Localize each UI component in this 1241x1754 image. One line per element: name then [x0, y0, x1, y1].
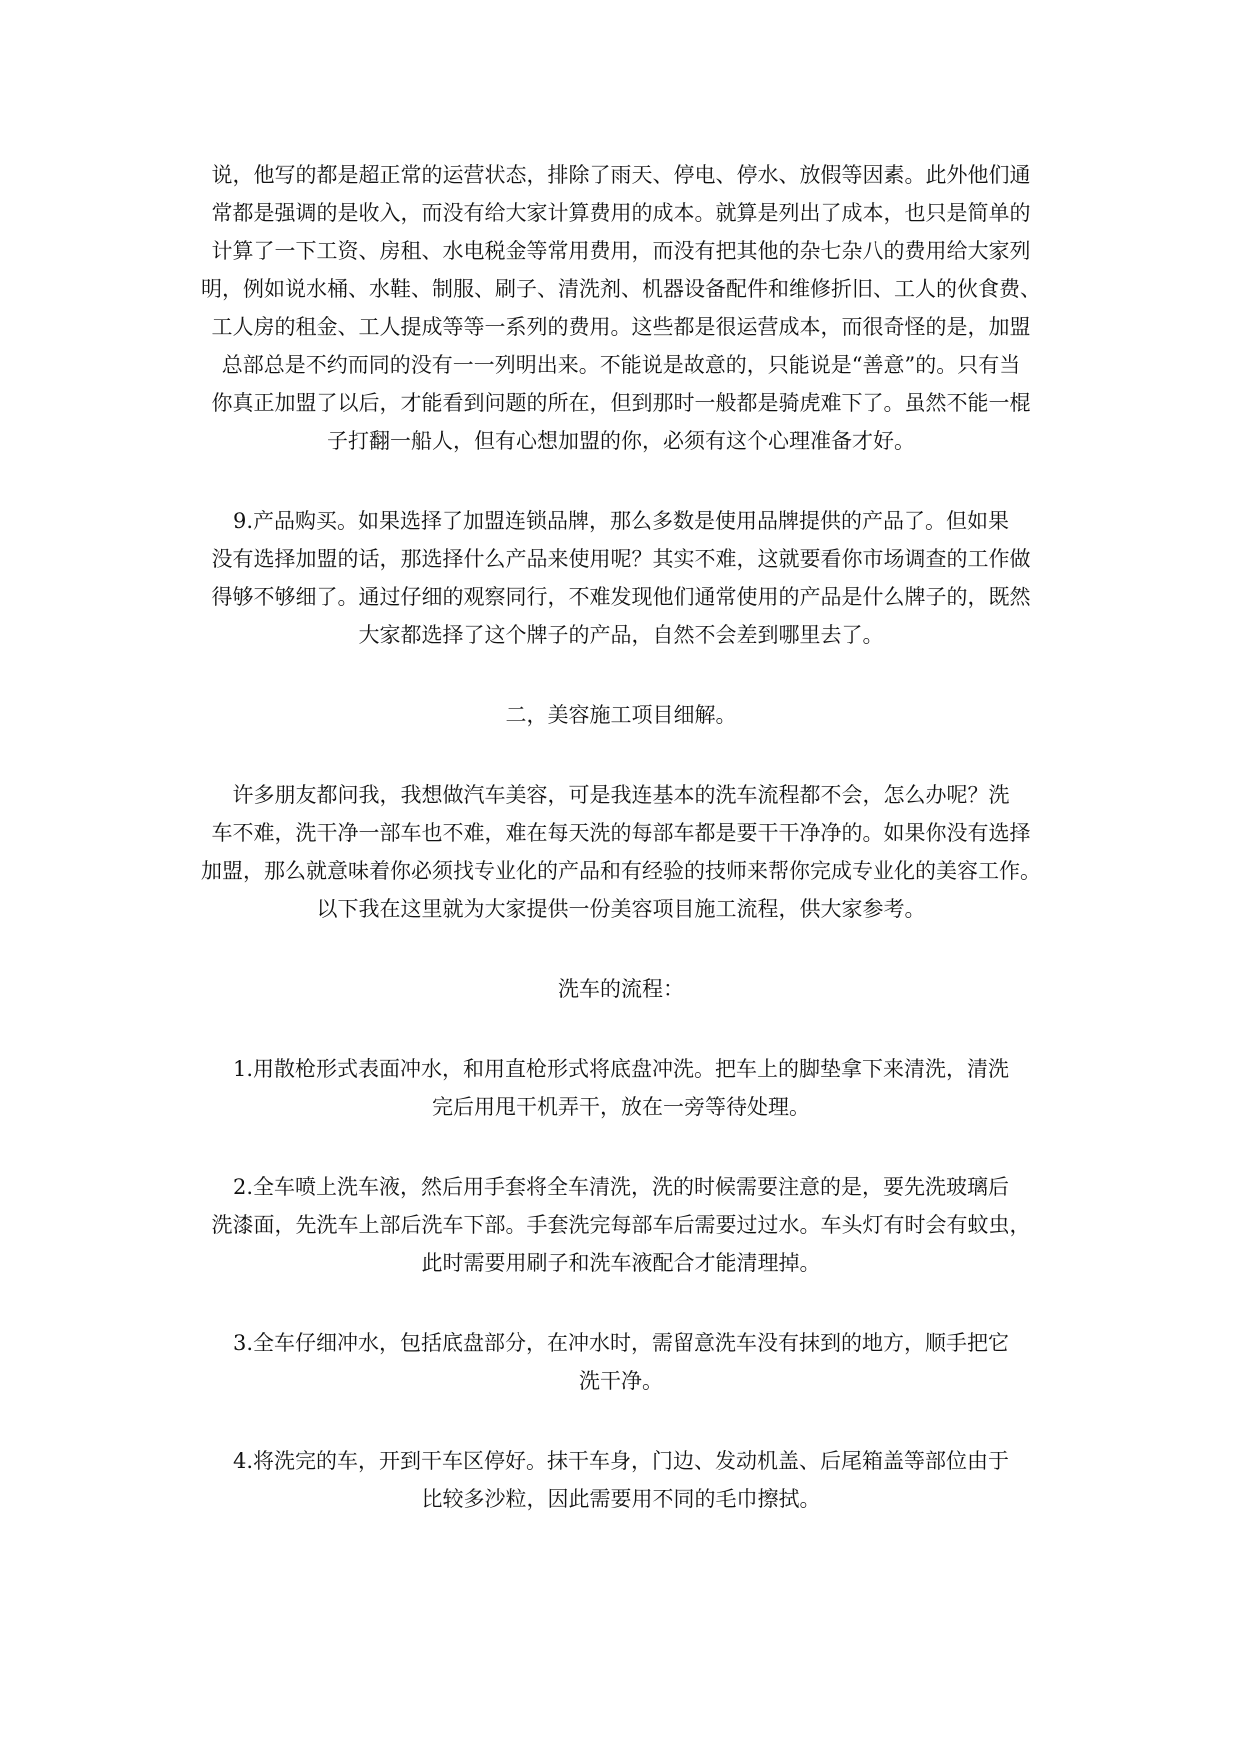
paragraph-intro-car-wash [192, 776, 1050, 928]
text-line: 加盟，那么就意味着你必须找专业化的产品和有经验的技师来帮你完成专业化的美容工作。 [201, 859, 1041, 883]
paragraph-spacer [192, 460, 1050, 502]
text-line: 完后用甩干机弄干，放在一旁等待处理。 [432, 1095, 810, 1119]
text-line: 说，他写的都是超正常的运营状态，排除了雨天、停电、停水、放假等因素。此外他们通 [211, 163, 1031, 187]
text-line: 子打翻一船人，但有心想加盟的你，必须有这个心理准备才好。 [327, 429, 915, 453]
text-line: 比较多沙粒，因此需要用不同的毛巾擦拭。 [421, 1487, 821, 1511]
paragraph-spacer [192, 1126, 1050, 1168]
step-3 [192, 1324, 1050, 1400]
step-2 [192, 1168, 1050, 1282]
text-line: 此时需要用刷子和洗车液配合才能清理掉。 [421, 1251, 821, 1275]
paragraph-franchise-costs [192, 156, 1050, 460]
paragraph-spacer [192, 1400, 1050, 1442]
paragraph-spacer [192, 928, 1050, 970]
text-line: 许多朋友都问我，我想做汽车美容，可是我连基本的洗车流程都不会，怎么办呢？洗 [232, 783, 1010, 807]
subsection-heading [192, 970, 1050, 1008]
text-line: 明，例如说水桶、水鞋、制服、刷子、清洗剂、机器设备配件和维修折旧、工人的伙食费、 [201, 277, 1041, 301]
section-heading [192, 696, 1050, 734]
paragraph-spacer [192, 734, 1050, 776]
text-line: 工人房的租金、工人提成等等一系列的费用。这些都是很运营成本，而很奇怪的是，加盟 [211, 315, 1031, 339]
text-line: 以下我在这里就为大家提供一份美容项目施工流程，供大家参考。 [316, 897, 926, 921]
text-line: 1.用散枪形式表面冲水，和用直枪形式将底盘冲洗。把车上的脚垫拿下来清洗，清洗 [232, 1057, 1010, 1081]
text-line: 车不难，洗干净一部车也不难，难在每天洗的每部车都是要干干净净的。如果你没有选择 [211, 821, 1031, 845]
text-line: 总部总是不约而同的没有一一列明出来。不能说是故意的，只能说是“善意”的。只有当 [221, 353, 1021, 377]
text-line: 2.全车喷上洗车液，然后用手套将全车清洗，洗的时候需要注意的是，要先洗玻璃后 [232, 1175, 1010, 1199]
document-body [192, 156, 1050, 1518]
text-line: 4.将洗完的车，开到干车区停好。抹干车身，门边、发动机盖、后尾箱盖等部位由于 [232, 1449, 1010, 1473]
text-line: 常都是强调的是收入，而没有给大家计算费用的成本。就算是列出了成本，也只是简单的 [211, 201, 1031, 225]
text-line: 大家都选择了这个牌子的产品，自然不会差到哪里去了。 [358, 623, 884, 647]
text-line: 9.产品购买。如果选择了加盟连锁品牌，那么多数是使用品牌提供的产品了。但如果 [232, 509, 1010, 533]
paragraph-spacer [192, 654, 1050, 696]
text-line: 3.全车仔细冲水，包括底盘部分，在冲水时，需留意洗车没有抹到的地方，顺手把它 [232, 1331, 1010, 1355]
text-line: 洗漆面，先洗车上部后洗车下部。手套洗完每部车后需要过过水。车头灯有时会有蚊虫， [211, 1213, 1031, 1237]
step-1 [192, 1050, 1050, 1126]
text-line: 你真正加盟了以后，才能看到问题的所在，但到那时一般都是骑虎难下了。虽然不能一棍 [211, 391, 1031, 415]
paragraph-spacer [192, 1008, 1050, 1050]
text-line: 得够不够细了。通过仔细的观察同行，不难发现他们通常使用的产品是什么牌子的，既然 [211, 585, 1031, 609]
text-line: 计算了一下工资、房租、水电税金等常用费用，而没有把其他的杂七杂八的费用给大家列 [211, 239, 1031, 263]
text-line: 洗干净。 [579, 1369, 663, 1393]
paragraph-product-purchase [192, 502, 1050, 654]
heading-text: 洗车的流程： [558, 977, 684, 1001]
step-4 [192, 1442, 1050, 1518]
heading-text: 二，美容施工项目细解。 [505, 703, 737, 727]
paragraph-spacer [192, 1282, 1050, 1324]
text-line: 没有选择加盟的话，那选择什么产品来使用呢？其实不难，这就要看你市场调查的工作做 [211, 547, 1031, 571]
